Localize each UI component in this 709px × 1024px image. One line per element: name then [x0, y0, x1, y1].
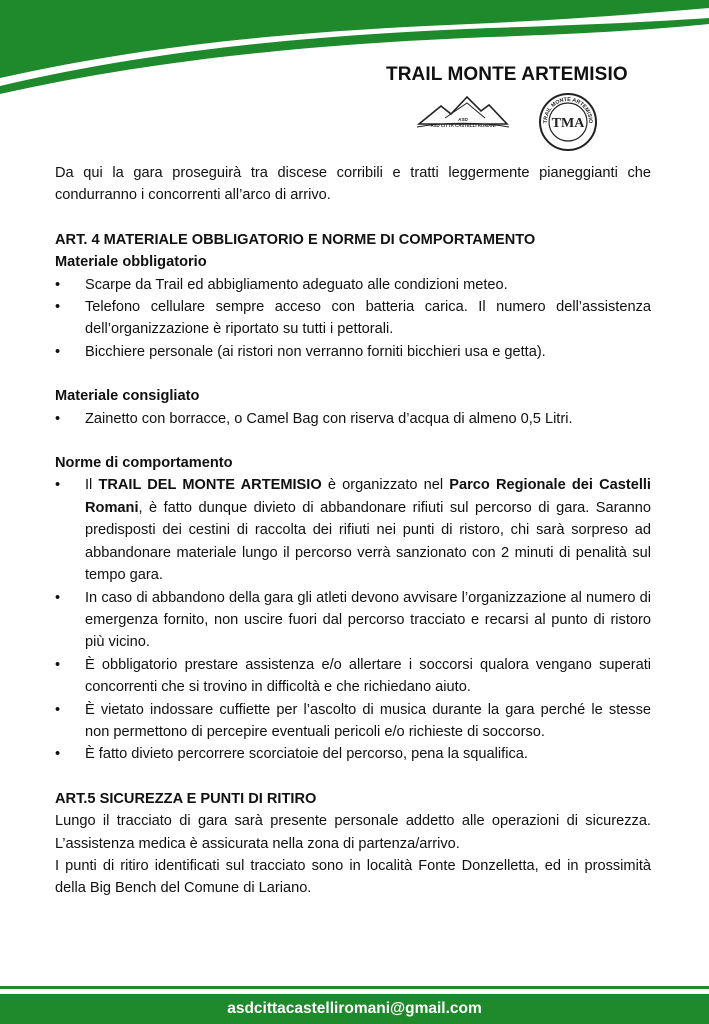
list-item: • In caso di abbandono della gara gli atleti devono avvisare l’organizzazione al numero di emergenza fornito, non uscire fuori dal percorso tracciato e recarsi al punto di ristoro più vicino.	[55, 587, 651, 654]
bullet-icon: •	[55, 410, 61, 427]
bullet-icon: •	[55, 589, 61, 606]
recommended-material-list	[55, 408, 651, 430]
list-item: • È fatto divieto percorrere scorciatoie del percorso, pena la squalifica.	[55, 743, 651, 765]
list-item: • Zainetto con borracce, o Camel Bag con riserva d’acqua di almeno 0,5 Litri.	[55, 408, 651, 430]
document-body	[55, 162, 651, 900]
bullet-icon: •	[55, 701, 61, 718]
footer-divider	[0, 986, 709, 992]
bullet-icon: •	[55, 299, 61, 316]
park-name: Parco Regionale dei Castelli Romani	[85, 477, 651, 516]
bullet-icon: •	[55, 276, 61, 293]
svg-text:ASD: ASD	[458, 117, 468, 122]
mandatory-material-list	[55, 274, 651, 364]
list-item: • Scarpe da Trail ed abbigliamento adeguato alle condizioni meteo.	[55, 274, 651, 296]
svg-text:TRAIL MONTE ARTEMISIO: TRAIL MONTE ARTEMISIO	[542, 96, 594, 124]
footer-bar	[0, 994, 709, 1024]
list-item: • Il TRAIL DEL MONTE ARTEMISIO è organizzato nel Parco Regionale dei Castelli Romani, è fatto dunque divieto di abbandonare rifiuti sul percorso di gara. Saranno predisposti dei cestini di raccolta dei rifiuti nei punti di ristoro, chi sarà sorpreso ad abbandonare materiale lungo il percorso verrà sanzionato con 2 minuti di penalità sul tempo gara.	[55, 474, 651, 586]
asd-mountain-logo	[415, 94, 511, 132]
art5-paragraph-1: Lungo il tracciato di gara sarà presente personale addetto alle operazioni di sicurezza. L’assistenza medica è assicurata nella zona di partenza/arrivo.	[55, 813, 651, 852]
svg-text:ASD CITTÀ CASTELLI ROMANI: ASD CITTÀ CASTELLI ROMANI	[430, 123, 496, 128]
bullet-icon: •	[55, 343, 61, 360]
rules-list	[55, 474, 651, 765]
art4-heading: ART. 4 MATERIALE OBBLIGATORIO E NORME DI COMPORTAMENTO	[55, 231, 536, 248]
list-item: • È obbligatorio prestare assistenza e/o allertare i soccorsi qualora vengano superati concorrenti che si trovino in difficoltà e che richiedano aiuto.	[55, 654, 651, 699]
art5-paragraph-2: I punti di ritiro identificati sul tracciato sono in località Fonte Donzelletta, ed in prossimità della Big Bench del Comune di Lariano.	[55, 857, 651, 897]
bullet-icon: •	[55, 477, 61, 494]
bullet-icon: •	[55, 656, 61, 673]
art5-heading: ART.5 SICUREZZA E PUNTI DI RITIRO	[55, 790, 317, 807]
list-item: • È vietato indossare cuffiette per l’ascolto di musica durante la gara perché le stesse non permettono di percepire eventuali pericoli e/o richieste di soccorso.	[55, 699, 651, 744]
svg-text:TMA: TMA	[551, 116, 585, 131]
list-item: • Bicchiere personale (ai ristori non verranno forniti bicchieri usa e getta).	[55, 341, 651, 363]
tma-badge-logo	[538, 92, 598, 152]
rules-title: Norme di comportamento	[55, 455, 233, 472]
document-title: TRAIL MONTE ARTEMISIO	[386, 64, 628, 85]
header-wave-decoration	[0, 0, 709, 110]
bullet-icon: •	[55, 746, 61, 763]
footer-email: asdcittacastelliromani@gmail.com	[227, 1000, 482, 1017]
list-item: • Telefono cellulare sempre acceso con batteria carica. Il numero dell’assistenza dell’organizzazione è riportato su tutti i pettorali.	[55, 296, 651, 341]
trail-name: TRAIL DEL MONTE ARTEMISIO	[98, 477, 322, 494]
intro-paragraph: Da qui la gara proseguirà tra discese corribili e tratti leggermente pianeggianti che condurranno i concorrenti all’arco di arrivo.	[55, 165, 651, 204]
recommended-material-title: Materiale consigliato	[55, 388, 200, 405]
mandatory-material-title: Materiale obbligatorio	[55, 254, 207, 271]
